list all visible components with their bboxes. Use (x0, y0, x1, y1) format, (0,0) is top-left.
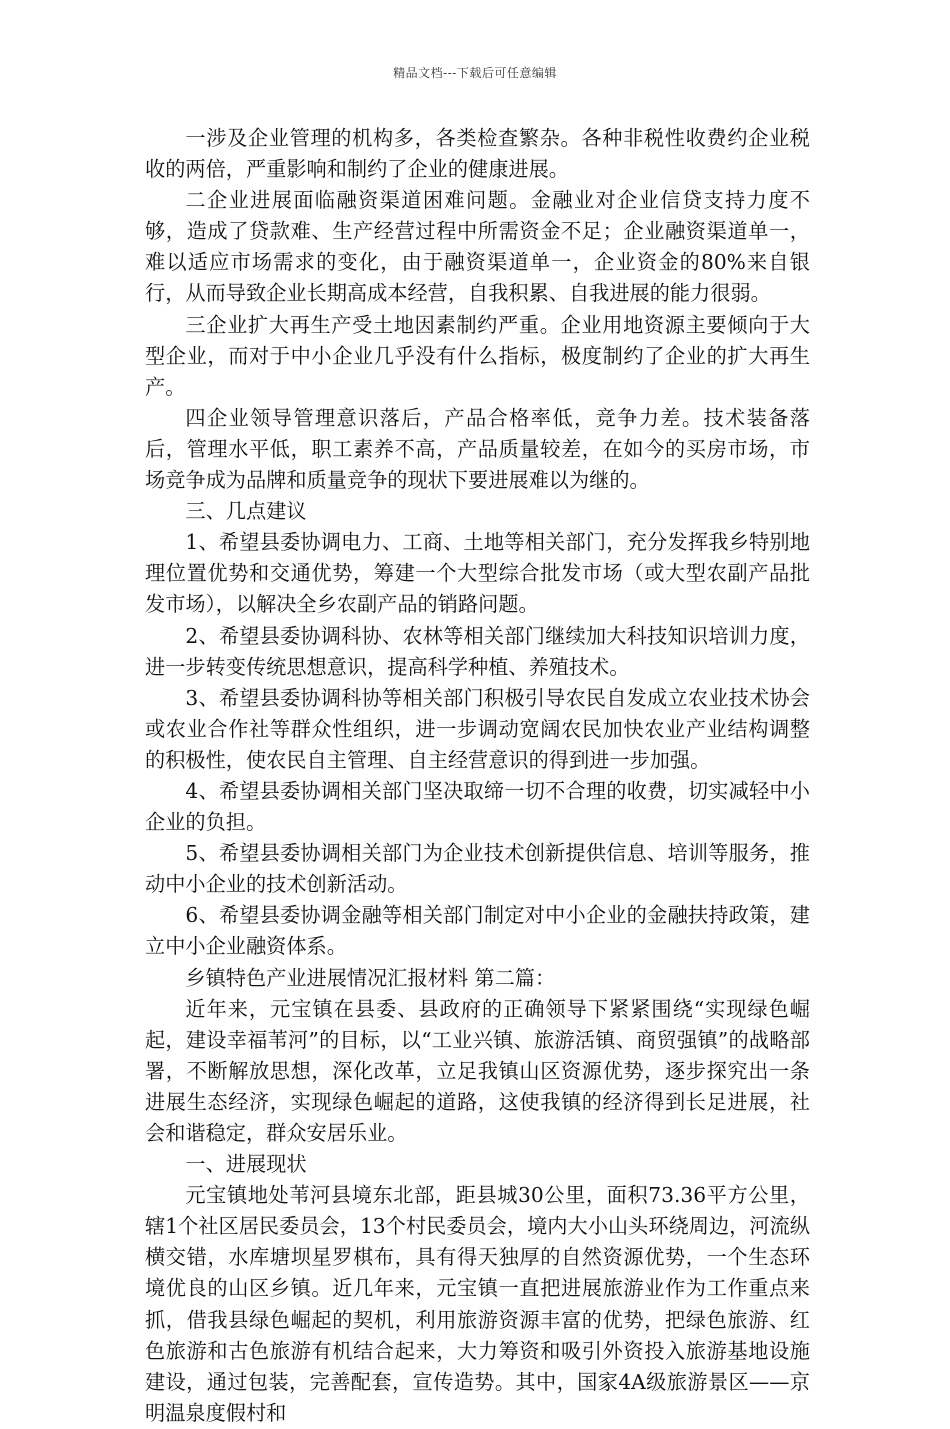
page-header: 精品文档---下载后可任意编辑 (393, 66, 557, 80)
paragraph-intro: 近年来，元宝镇在县委、县政府的正确领导下紧紧围绕“实现绿色崛起，建设幸福苇河”的目标，以“工业兴镇、旅游活镇、商贸强镇”的战略部署，不断解放思想，深化改革，立足我镇山区资源优势，逐步探究出一条进展生态经济，实现绿色崛起的道路，这使我镇的经济得到长足进展，社会和谐稳定，群众安居乐业。 (145, 996, 810, 1145)
section-heading-status: 一、进展现状 (185, 1152, 307, 1177)
suggestion-6: 6、希望县委协调金融等相关部门制定对中小企业的金融扶持政策，建立中小企业融资体系。 (145, 903, 810, 959)
paragraph-3: 三企业扩大再生产受土地因素制约严重。企业用地资源主要倾向于大型企业，而对于中小企业几乎没有什么指标，极度制约了企业的扩大再生产。 (145, 312, 810, 399)
paragraph-2: 二企业进展面临融资渠道困难问题。金融业对企业信贷支持力度不够，造成了贷款难、生产经营过程中所需资金不足；企业融资渠道单一，难以适应市场需求的变化，由于融资渠道单一，企业资金的80%来自银行，从而导致企业长期高成本经营，自我积累、自我进展的能力很弱。 (145, 188, 810, 306)
paragraph-status: 元宝镇地处苇河县境东北部，距县城30公里，面积73.36平方公里，辖1个社区居民委员会，13个村民委员会，境内大小山头环绕周边，河流纵横交错，水库塘坝星罗棋布，具有得天独厚的自然资源优势，一个生态环境优良的山区乡镇。近几年来，元宝镇一直把进展旅游业作为工作重点来抓，借我县绿色崛起的契机，利用旅游资源丰富的优势，把绿色旅游、红色旅游和古色旅游有机结合起来，大力筹资和吸引外资投入旅游基地设施建设，通过包装，完善配套，宣传造势。其中，国家4A级旅游景区——京明温泉度假村和 (145, 1183, 810, 1425)
document-body (145, 123, 810, 1429)
paragraph-4: 四企业领导管理意识落后，产品合格率低，竞争力差。技术装备落后，管理水平低，职工素养不高，产品质量较差，在如今的买房市场，市场竞争成为品牌和质量竞争的现状下要进展难以为继的。 (145, 405, 810, 493)
suggestion-2: 2、希望县委协调科协、农林等相关部门继续加大科技知识培训力度，进一步转变传统思想意识，提高科学种植、养殖技术。 (145, 623, 810, 679)
suggestion-1: 1、希望县委协调电力、工商、土地等相关部门，充分发挥我乡特别地理位置优势和交通优势，筹建一个大型综合批发市场（或大型农副产品批发市场），以解决全乡农副产品的销路问题。 (145, 530, 810, 617)
section-heading-suggestions: 三、几点建议 (185, 499, 307, 524)
suggestion-3: 3、希望县委协调科协等相关部门积极引导农民自发成立农业技术协会或农业合作社等群众性组织，进一步调动宽阔农民加快农业产业结构调整的积极性，使农民自主管理、自主经营意识的得到进一步加强。 (145, 685, 810, 772)
suggestion-4: 4、希望县委协调相关部门坚决取缔一切不合理的收费，切实减轻中小企业的负担。 (145, 778, 810, 835)
suggestion-5: 5、希望县委协调相关部门为企业技术创新提供信息、培训等服务，推动中小企业的技术创新活动。 (145, 841, 810, 897)
second-article-title: 乡镇特色产业进展情况汇报材料 第二篇： (185, 965, 556, 990)
paragraph-1: 一涉及企业管理的机构多，各类检查繁杂。各种非税性收费约企业税收的两倍，严重影响和制约了企业的健康进展。 (145, 126, 810, 182)
